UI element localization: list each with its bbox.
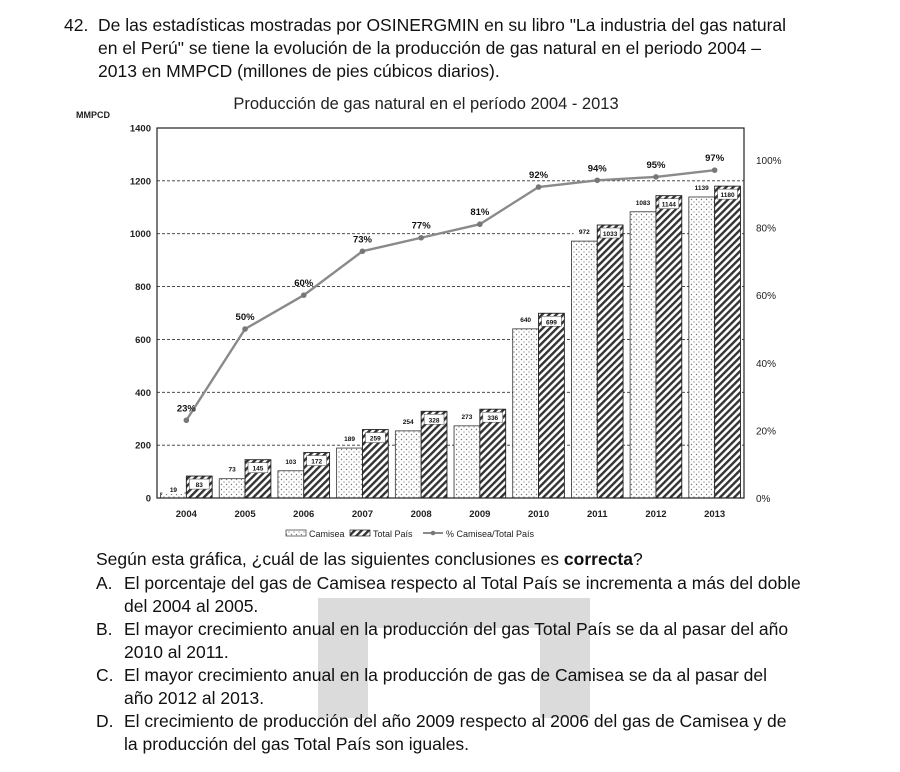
bar-camisea (337, 448, 363, 498)
y-tick-label: 1200 (129, 176, 151, 188)
option-text: del 2004 al 2005. (124, 596, 259, 616)
camisea-value-label: 640 (520, 316, 532, 324)
legend-swatch-total (350, 530, 370, 536)
option-text: la producción del gas Total País son iguales. (124, 734, 470, 754)
y-tick-label: 400 (135, 387, 151, 399)
percent-point (242, 326, 248, 332)
y2-tick-label: 60% (756, 291, 777, 303)
bar-camisea (395, 431, 421, 498)
camisea-value-label: 1083 (635, 199, 651, 207)
option-letter: A. (96, 573, 113, 593)
option-text: El crecimiento de producción del año 2009 respecto al 2006 del gas de Camisea y de (124, 711, 787, 731)
percent-label: 77% (411, 220, 431, 232)
y-axis-label: MMPCD (76, 110, 110, 120)
percent-point (477, 221, 483, 227)
legend-label-total: Total País (373, 529, 413, 539)
percent-label: 60% (294, 278, 314, 290)
option-letter: C. (96, 665, 114, 685)
percent-point (360, 248, 366, 254)
bar-camisea (454, 426, 480, 498)
camisea-value-label: 19 (169, 487, 178, 494)
y-tick-label: 600 (135, 334, 151, 346)
percent-point (184, 417, 190, 423)
legend-label-camisea: Camisea (309, 529, 345, 539)
answer-options (96, 572, 836, 756)
percent-label: 73% (352, 234, 372, 246)
intro-line-3: 2013 en MMPCD (millones de pies cúbicos diarios). (98, 61, 500, 81)
total-value-label: 1144 (661, 201, 676, 209)
bar-camisea (513, 329, 539, 498)
intro-line-2: en el Perú" se tiene la evolución de la producción de gas natural en el periodo 2004 – (98, 38, 761, 58)
percent-label: 23% (176, 403, 196, 415)
camisea-value-label: 273 (461, 413, 473, 421)
option-b[interactable] (96, 618, 836, 664)
legend-label-percent: % Camisea/Total País (446, 529, 535, 539)
total-value-label: 172 (311, 458, 323, 466)
total-value-label: 259 (369, 435, 381, 443)
option-d[interactable] (96, 710, 836, 756)
option-text: El mayor crecimiento anual en la producción del gas Total País se da al pasar del año (124, 619, 789, 639)
bar-total (656, 196, 682, 498)
x-tick-label: 2011 (586, 509, 608, 520)
total-value-label: 328 (428, 417, 440, 425)
percent-label: 95% (646, 159, 666, 171)
total-value-label: 1033 (602, 230, 618, 238)
y2-tick-label: 0% (756, 494, 771, 505)
camisea-value-label: 972 (578, 229, 590, 237)
legend-swatch-point (431, 531, 436, 536)
intro-line-1: De las estadísticas mostradas por OSINERGMIN en su libro "La industria del gas natural (98, 15, 787, 35)
x-tick-label: 2005 (234, 509, 256, 520)
total-value-label: 83 (195, 482, 203, 490)
option-letter: D. (96, 711, 114, 731)
camisea-value-label: 73 (228, 466, 236, 474)
percent-label: 92% (529, 170, 549, 182)
prompt-suffix: ? (633, 549, 643, 569)
camisea-value-label: 254 (402, 418, 414, 426)
question-number: 42. (64, 15, 89, 35)
percent-label: 50% (235, 312, 255, 323)
option-c[interactable] (96, 664, 836, 710)
bar-total (715, 186, 741, 498)
production-chart (60, 88, 840, 550)
bars (161, 186, 741, 498)
x-tick-label: 2010 (527, 509, 550, 520)
bar-camisea (571, 241, 597, 498)
x-tick-label: 2012 (645, 509, 667, 520)
y-tick-label: 200 (135, 440, 151, 452)
legend (286, 529, 535, 539)
percent-point (536, 184, 542, 190)
percent-label: 94% (587, 163, 607, 175)
total-value-label: 1180 (720, 192, 735, 200)
question-prompt (96, 548, 836, 570)
bar-total (597, 225, 623, 498)
bar-camisea (689, 197, 715, 498)
option-a[interactable] (96, 572, 836, 618)
prompt-prefix: Según esta gráfica, ¿cuál de las siguientes conclusiones es (96, 549, 564, 569)
y-tick-label: 1000 (129, 229, 151, 241)
prompt-bold: correcta (563, 549, 633, 569)
option-text: El porcentaje del gas de Camisea respecto al Total País se incrementa a más del doble (124, 573, 801, 593)
camisea-value-label: 189 (344, 436, 355, 444)
y-tick-label: 1400 (129, 123, 151, 135)
x-tick-label: 2008 (410, 509, 432, 520)
y2-tick-label: 40% (756, 358, 777, 370)
bar-total (480, 409, 506, 498)
option-text: año 2012 al 2013. (124, 688, 265, 708)
y2-tick-label: 80% (756, 223, 777, 235)
y-tick-label: 0 (145, 493, 151, 505)
percent-label: 97% (705, 153, 725, 165)
question-intro (64, 14, 862, 83)
legend-swatch-camisea (286, 530, 306, 536)
percent-point (712, 167, 718, 173)
x-tick-label: 2004 (175, 509, 197, 520)
bar-camisea (278, 471, 304, 498)
percent-label: 81% (470, 207, 490, 219)
x-tick-label: 2007 (351, 509, 374, 520)
option-letter: B. (96, 619, 113, 639)
x-tick-label: 2006 (293, 509, 315, 520)
x-tick-label: 2013 (704, 509, 726, 520)
camisea-value-label: 103 (285, 458, 297, 466)
camisea-value-label: 1139 (694, 184, 709, 192)
total-value-label: 145 (252, 465, 264, 473)
total-value-label: 336 (487, 415, 499, 423)
percent-point (301, 292, 307, 298)
chart-title: Producción de gas natural en el período 2004 - 2013 (233, 95, 619, 113)
bar-camisea (219, 479, 245, 498)
y2-tick-label: 20% (756, 426, 777, 438)
percent-point (653, 174, 659, 180)
y2-tick-label: 100% (756, 156, 782, 167)
percent-point (594, 177, 600, 183)
percent-point (418, 235, 424, 241)
total-value-label: 699 (546, 319, 557, 327)
bar-camisea (630, 212, 656, 498)
x-tick-label: 2009 (469, 509, 491, 520)
y-tick-label: 800 (135, 282, 151, 294)
bar-total (539, 313, 565, 498)
option-text: El mayor crecimiento anual en la producción de gas de Camisea se da al pasar del (124, 665, 767, 685)
option-text: 2010 al 2011. (124, 642, 229, 662)
